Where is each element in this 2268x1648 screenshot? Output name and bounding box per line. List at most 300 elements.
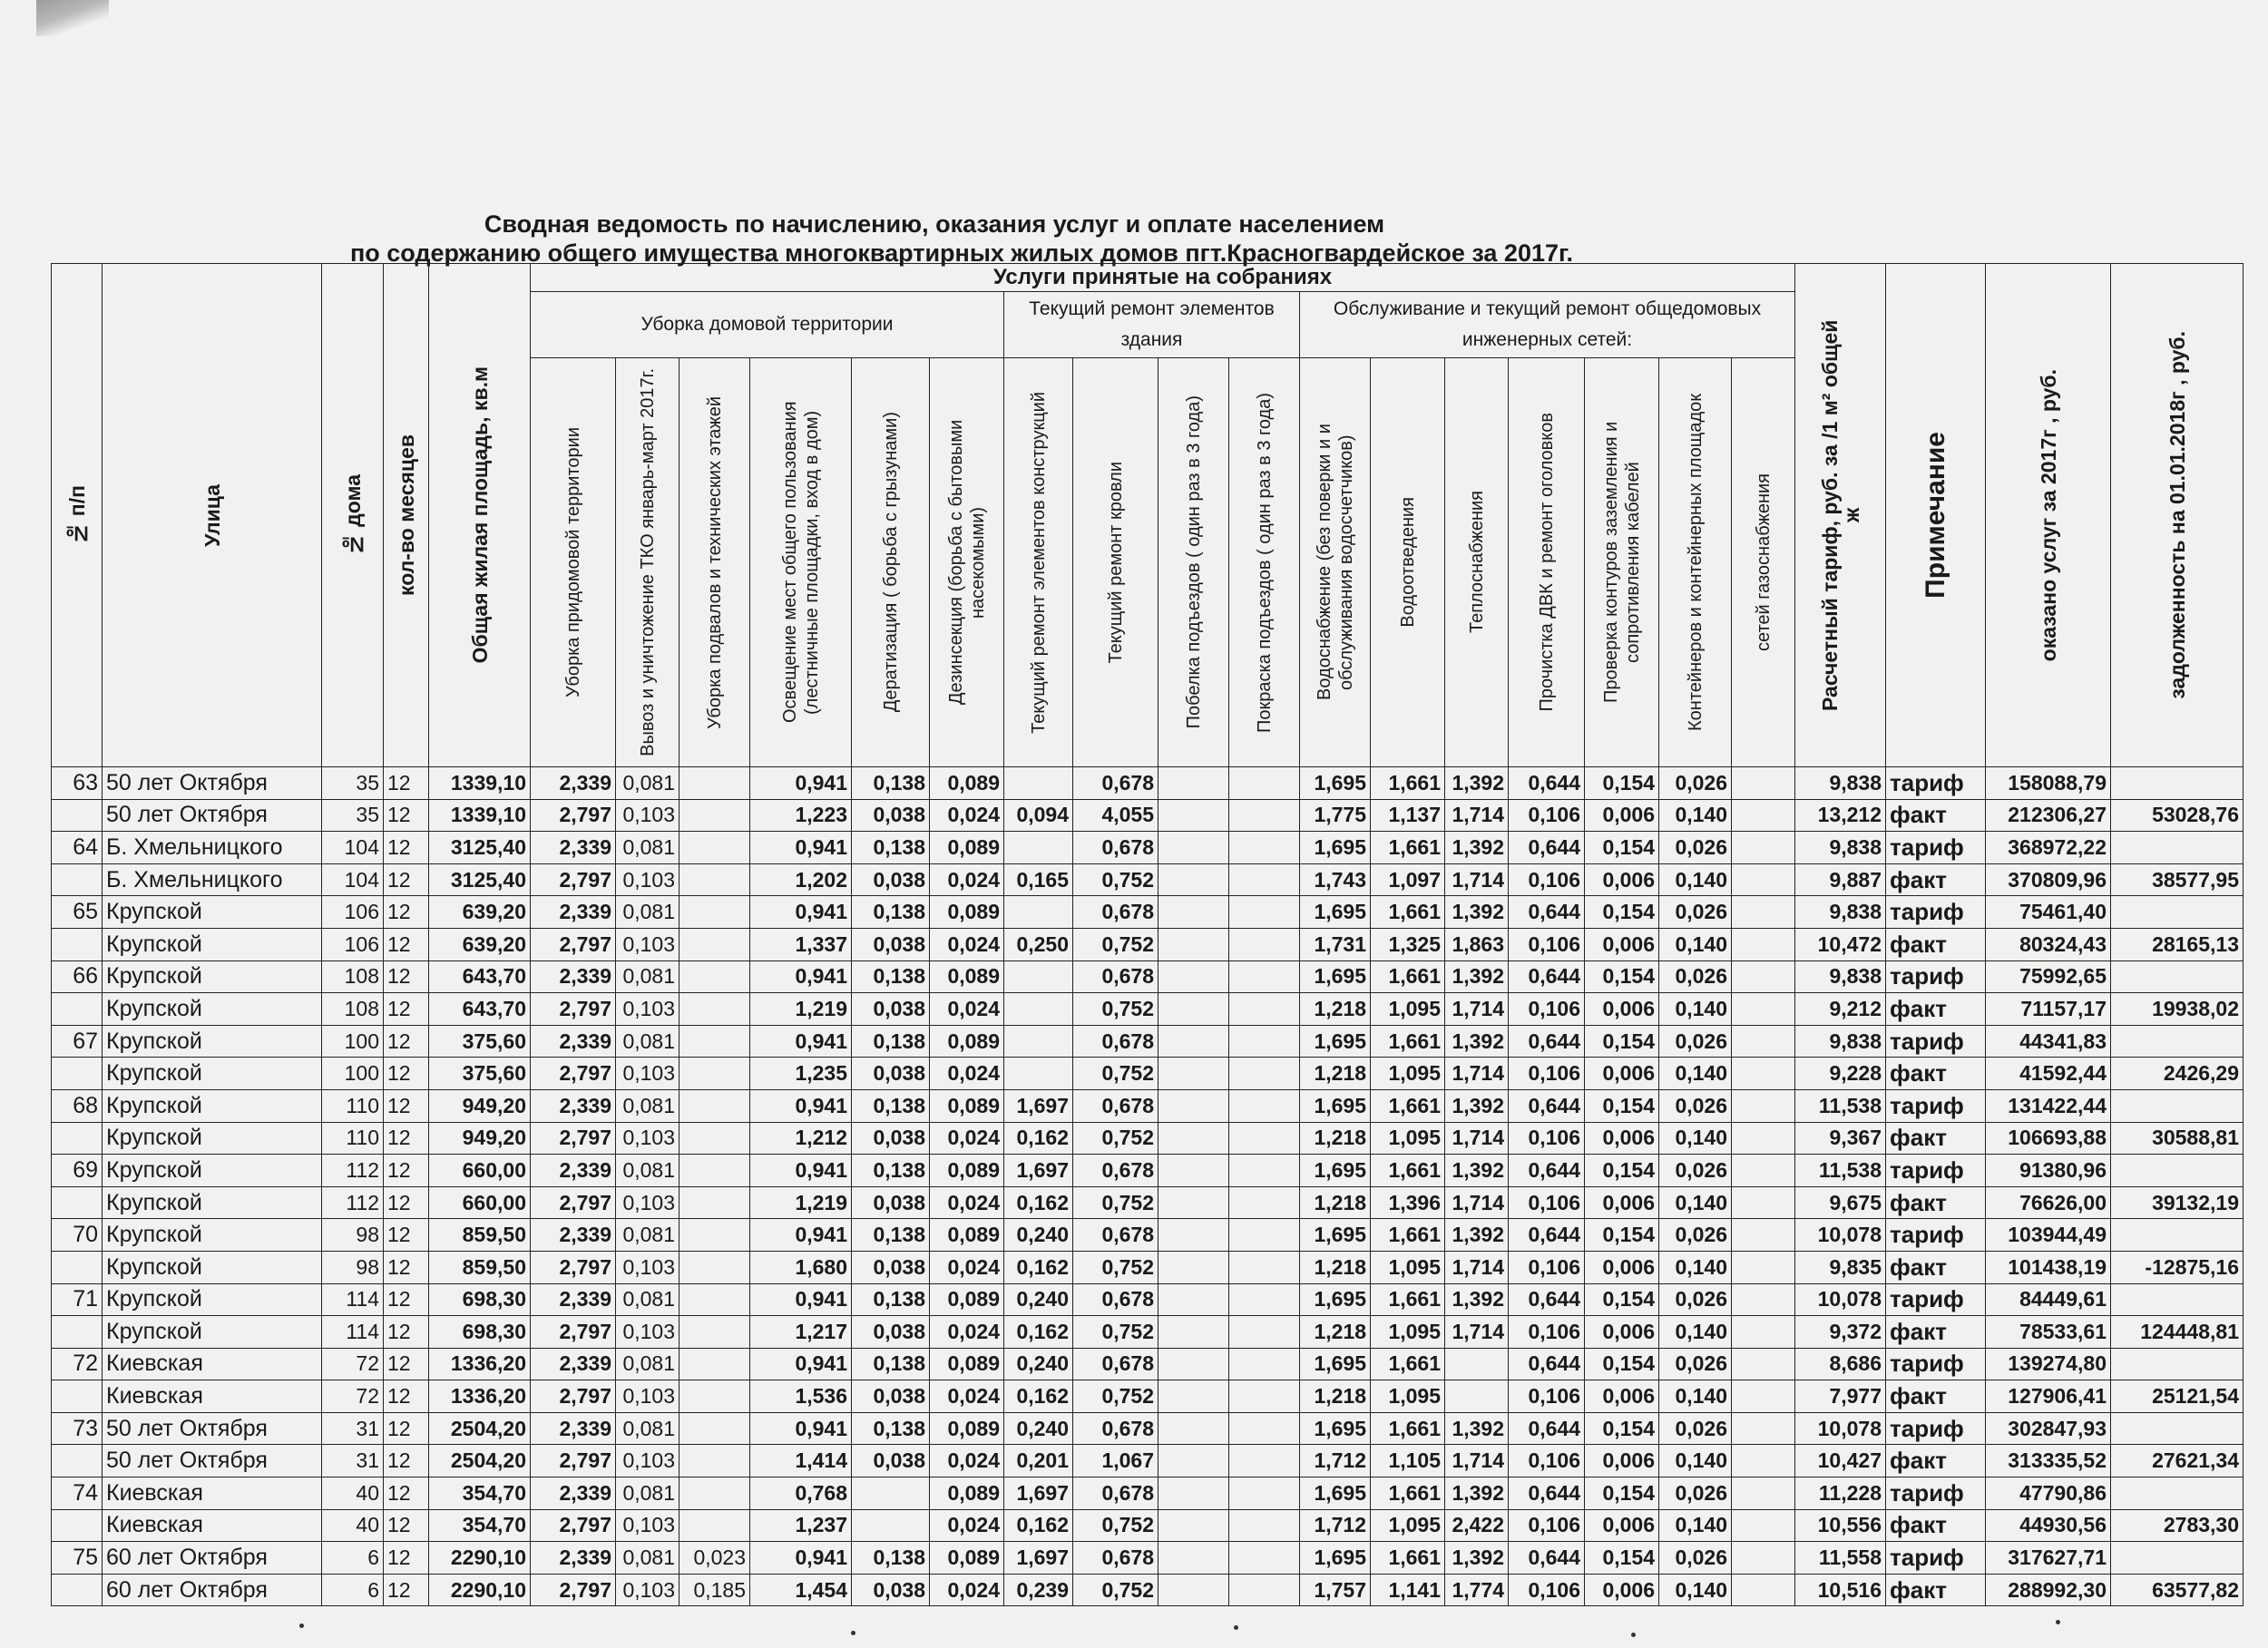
cell-c10 — [1229, 863, 1300, 896]
cell-street: Киевская — [103, 1477, 322, 1510]
cell-c3 — [679, 799, 750, 832]
cell-c2: 0,081 — [616, 1283, 679, 1316]
cell-c4: 1,454 — [750, 1574, 852, 1606]
cell-months: 12 — [384, 993, 429, 1026]
cell-street: Крупской — [103, 993, 322, 1026]
cell-c8: 0,678 — [1073, 1412, 1158, 1445]
cell-provided: 131422,44 — [1986, 1089, 2111, 1122]
cell-c6: 0,089 — [930, 1219, 1004, 1252]
cell-c5: 0,138 — [852, 1412, 930, 1445]
header-c3: Уборка подвалов и технических этажей — [679, 358, 750, 767]
cell-debt: 63577,82 — [2111, 1574, 2244, 1606]
cell-c13: 1,392 — [1445, 832, 1509, 864]
cell-tariff: 7,977 — [1795, 1380, 1886, 1413]
cell-c12: 1,661 — [1371, 1283, 1445, 1316]
cell-c13: 2,422 — [1445, 1509, 1509, 1542]
cell-c15: 0,006 — [1585, 1509, 1659, 1542]
cell-note: факт — [1886, 928, 1986, 961]
table-row — [52, 961, 2244, 993]
cell-house: 98 — [322, 1251, 384, 1283]
cell-debt — [2111, 1477, 2244, 1510]
header-c4: Освещение мест общего пользования (лестничные площадки, вход в дом) — [750, 358, 852, 767]
cell-months: 12 — [384, 1283, 429, 1316]
cell-c1: 2,339 — [531, 832, 616, 864]
cell-c15: 0,006 — [1585, 1316, 1659, 1349]
cell-n — [52, 1445, 103, 1477]
cell-c13: 1,714 — [1445, 863, 1509, 896]
cell-c8: 0,678 — [1073, 896, 1158, 929]
cell-c10 — [1229, 1186, 1300, 1219]
cell-debt: 27621,34 — [2111, 1445, 2244, 1477]
cell-c4: 1,414 — [750, 1445, 852, 1477]
cell-n — [52, 993, 103, 1026]
cell-c8: 0,678 — [1073, 1477, 1158, 1510]
cell-c7: 0,162 — [1004, 1316, 1073, 1349]
cell-c10 — [1229, 1122, 1300, 1155]
cell-c7 — [1004, 832, 1073, 864]
cell-c1: 2,339 — [531, 961, 616, 993]
document-title-line2: по содержанию общего имущества многоквартирных жилых домов пгт.Красногвардейское за 2017г. — [349, 239, 1574, 267]
cell-c1: 2,797 — [531, 928, 616, 961]
cell-c8: 0,752 — [1073, 993, 1158, 1026]
cell-n — [52, 1251, 103, 1283]
table-body — [52, 767, 2244, 1606]
cell-c9 — [1158, 1412, 1229, 1445]
cell-area: 3125,40 — [429, 832, 531, 864]
cell-provided: 302847,93 — [1986, 1412, 2111, 1445]
cell-c3 — [679, 1412, 750, 1445]
cell-c8: 0,752 — [1073, 1122, 1158, 1155]
scan-dot — [1234, 1625, 1238, 1630]
cell-c2: 0,103 — [616, 863, 679, 896]
cell-months: 12 — [384, 1412, 429, 1445]
cell-tariff: 9,367 — [1795, 1122, 1886, 1155]
table-row — [52, 1477, 2244, 1510]
cell-debt — [2111, 1219, 2244, 1252]
cell-c16: 0,026 — [1659, 832, 1732, 864]
cell-c15: 0,154 — [1585, 1219, 1659, 1252]
cell-c15: 0,154 — [1585, 1348, 1659, 1380]
cell-c3 — [679, 1122, 750, 1155]
cell-area: 1336,20 — [429, 1348, 531, 1380]
cell-street: Крупской — [103, 1186, 322, 1219]
cell-c3 — [679, 1186, 750, 1219]
cell-c6: 0,024 — [930, 1380, 1004, 1413]
cell-c9 — [1158, 1058, 1229, 1090]
table-row — [52, 1186, 2244, 1219]
header-c10: Покраска подъездов ( один раз в 3 года) — [1229, 358, 1300, 767]
cell-provided: 44930,56 — [1986, 1509, 2111, 1542]
table-row — [52, 1283, 2244, 1316]
cell-c1: 2,797 — [531, 1122, 616, 1155]
cell-c13: 1,714 — [1445, 799, 1509, 832]
header-num: № п/п — [52, 264, 103, 767]
cell-c1: 2,797 — [531, 1316, 616, 1349]
cell-c9 — [1158, 1283, 1229, 1316]
cell-c11: 1,695 — [1300, 767, 1371, 800]
header-c17: сетей газоснабжения — [1732, 358, 1795, 767]
cell-c10 — [1229, 896, 1300, 929]
cell-n: 74 — [52, 1477, 103, 1510]
cell-c5: 0,038 — [852, 1574, 930, 1606]
cell-c12: 1,095 — [1371, 1251, 1445, 1283]
cell-c11: 1,743 — [1300, 863, 1371, 896]
cell-c8: 0,678 — [1073, 832, 1158, 864]
cell-c6: 0,024 — [930, 799, 1004, 832]
cell-c12: 1,095 — [1371, 1509, 1445, 1542]
cell-n — [52, 1122, 103, 1155]
cell-n: 72 — [52, 1348, 103, 1380]
cell-street: 50 лет Октября — [103, 767, 322, 800]
cell-tariff: 8,686 — [1795, 1348, 1886, 1380]
cell-c3 — [679, 928, 750, 961]
cell-c7: 1,697 — [1004, 1542, 1073, 1575]
cell-c5: 0,138 — [852, 832, 930, 864]
cell-note: тариф — [1886, 1542, 1986, 1575]
cell-note: факт — [1886, 993, 1986, 1026]
cell-c7: 0,162 — [1004, 1122, 1073, 1155]
header-c16: Контейнеров и контейнерных площадок — [1659, 358, 1732, 767]
cell-c6: 0,024 — [930, 1186, 1004, 1219]
cell-c14: 0,644 — [1509, 961, 1585, 993]
cell-c13: 1,774 — [1445, 1574, 1509, 1606]
cell-c6: 0,024 — [930, 1509, 1004, 1542]
cell-c12: 1,661 — [1371, 832, 1445, 864]
cell-street: 60 лет Октября — [103, 1542, 322, 1575]
cell-tariff: 11,538 — [1795, 1155, 1886, 1187]
cell-note: тариф — [1886, 961, 1986, 993]
cell-c3 — [679, 1348, 750, 1380]
cell-c2: 0,103 — [616, 993, 679, 1026]
cell-street: 50 лет Октября — [103, 1412, 322, 1445]
cell-c9 — [1158, 928, 1229, 961]
cell-c12: 1,095 — [1371, 1316, 1445, 1349]
table-row — [52, 993, 2244, 1026]
cell-c3 — [679, 1283, 750, 1316]
cell-house: 6 — [322, 1574, 384, 1606]
cell-c16: 0,026 — [1659, 896, 1732, 929]
header-area: Общая жилая площадь, кв.м — [429, 264, 531, 767]
cell-c16: 0,026 — [1659, 1283, 1732, 1316]
cell-area: 660,00 — [429, 1186, 531, 1219]
cell-c14: 0,106 — [1509, 1186, 1585, 1219]
cell-c8: 0,752 — [1073, 928, 1158, 961]
cell-c1: 2,339 — [531, 1542, 616, 1575]
cell-c16: 0,140 — [1659, 1509, 1732, 1542]
cell-note: факт — [1886, 799, 1986, 832]
cell-area: 949,20 — [429, 1122, 531, 1155]
cell-area: 375,60 — [429, 1025, 531, 1058]
cell-c14: 0,644 — [1509, 896, 1585, 929]
table-row — [52, 1122, 2244, 1155]
cell-c2: 0,081 — [616, 1219, 679, 1252]
cell-c1: 2,797 — [531, 1251, 616, 1283]
cell-provided: 313335,52 — [1986, 1445, 2111, 1477]
cell-c14: 0,106 — [1509, 863, 1585, 896]
cell-months: 12 — [384, 1509, 429, 1542]
cell-c8: 0,678 — [1073, 1542, 1158, 1575]
cell-tariff: 10,472 — [1795, 928, 1886, 961]
cell-tariff: 9,838 — [1795, 767, 1886, 800]
cell-c8: 0,752 — [1073, 1509, 1158, 1542]
cell-area: 643,70 — [429, 993, 531, 1026]
cell-c8: 0,678 — [1073, 1025, 1158, 1058]
cell-street: Киевская — [103, 1348, 322, 1380]
header-tariff: Расчетный тариф, руб. за /1 м² общей ж — [1795, 264, 1886, 767]
cell-c11: 1,695 — [1300, 896, 1371, 929]
cell-c5: 0,138 — [852, 896, 930, 929]
cell-months: 12 — [384, 1122, 429, 1155]
cell-c4: 0,941 — [750, 767, 852, 800]
cell-n: 64 — [52, 832, 103, 864]
cell-c6: 0,089 — [930, 1025, 1004, 1058]
cell-c4: 0,941 — [750, 1219, 852, 1252]
cell-c13 — [1445, 1380, 1509, 1413]
cell-c13: 1,392 — [1445, 1219, 1509, 1252]
cell-c6: 0,089 — [930, 1412, 1004, 1445]
cell-note: факт — [1886, 1574, 1986, 1606]
cell-area: 859,50 — [429, 1251, 531, 1283]
cell-house: 35 — [322, 799, 384, 832]
cell-c4: 0,941 — [750, 1412, 852, 1445]
cell-c14: 0,644 — [1509, 1412, 1585, 1445]
cell-n: 69 — [52, 1155, 103, 1187]
cell-c15: 0,006 — [1585, 1251, 1659, 1283]
cell-c7: 0,162 — [1004, 1380, 1073, 1413]
cell-c12: 1,661 — [1371, 1025, 1445, 1058]
cell-debt: 38577,95 — [2111, 863, 2244, 896]
cell-note: факт — [1886, 1251, 1986, 1283]
cell-c13: 1,392 — [1445, 1089, 1509, 1122]
cell-c11: 1,695 — [1300, 1283, 1371, 1316]
cell-c9 — [1158, 799, 1229, 832]
cell-c2: 0,103 — [616, 1186, 679, 1219]
cell-debt — [2111, 896, 2244, 929]
cell-c13: 1,392 — [1445, 1025, 1509, 1058]
cell-provided: 78533,61 — [1986, 1316, 2111, 1349]
cell-debt — [2111, 1025, 2244, 1058]
cell-c5: 0,038 — [852, 863, 930, 896]
scan-dot — [1631, 1633, 1636, 1637]
cell-c6: 0,089 — [930, 1155, 1004, 1187]
cell-c8: 0,752 — [1073, 863, 1158, 896]
cell-tariff: 9,212 — [1795, 993, 1886, 1026]
cell-c2: 0,081 — [616, 1477, 679, 1510]
cell-c6: 0,089 — [930, 961, 1004, 993]
cell-c1: 2,797 — [531, 799, 616, 832]
cell-n — [52, 1058, 103, 1090]
cell-c14: 0,106 — [1509, 928, 1585, 961]
cell-c15: 0,154 — [1585, 1155, 1659, 1187]
cell-c7: 0,240 — [1004, 1348, 1073, 1380]
cell-c5: 0,138 — [852, 1025, 930, 1058]
cell-c12: 1,661 — [1371, 1348, 1445, 1380]
cell-months: 12 — [384, 863, 429, 896]
cell-months: 12 — [384, 1155, 429, 1187]
cell-c16: 0,026 — [1659, 767, 1732, 800]
cell-c17 — [1732, 1058, 1795, 1090]
cell-c16: 0,140 — [1659, 863, 1732, 896]
table-row — [52, 1219, 2244, 1252]
cell-c8: 0,752 — [1073, 1251, 1158, 1283]
cell-c4: 0,941 — [750, 1283, 852, 1316]
cell-c15: 0,154 — [1585, 767, 1659, 800]
cell-c2: 0,081 — [616, 1348, 679, 1380]
cell-months: 12 — [384, 1445, 429, 1477]
cell-c7 — [1004, 961, 1073, 993]
cell-provided: 91380,96 — [1986, 1155, 2111, 1187]
cell-street: 50 лет Октября — [103, 799, 322, 832]
cell-c10 — [1229, 1380, 1300, 1413]
cell-c11: 1,695 — [1300, 1412, 1371, 1445]
cell-house: 35 — [322, 767, 384, 800]
cell-note: факт — [1886, 1186, 1986, 1219]
cell-house: 72 — [322, 1348, 384, 1380]
cell-c1: 2,339 — [531, 767, 616, 800]
cell-c16: 0,140 — [1659, 1445, 1732, 1477]
cell-c16: 0,026 — [1659, 1155, 1732, 1187]
cell-c8: 0,678 — [1073, 1089, 1158, 1122]
cell-area: 639,20 — [429, 896, 531, 929]
cell-c17 — [1732, 1412, 1795, 1445]
cell-months: 12 — [384, 799, 429, 832]
header-provided: оказано услуг за 2017г , руб. — [1986, 264, 2111, 767]
cell-provided: 139274,80 — [1986, 1348, 2111, 1380]
cell-c11: 1,695 — [1300, 1219, 1371, 1252]
header-note: Примечание — [1886, 264, 1986, 767]
cell-c10 — [1229, 1348, 1300, 1380]
cell-c9 — [1158, 1089, 1229, 1122]
cell-c6: 0,089 — [930, 767, 1004, 800]
cell-c14: 0,644 — [1509, 767, 1585, 800]
cell-c17 — [1732, 1348, 1795, 1380]
cell-c11: 1,757 — [1300, 1574, 1371, 1606]
cell-house: 110 — [322, 1122, 384, 1155]
cell-provided: 106693,88 — [1986, 1122, 2111, 1155]
cell-c8: 0,752 — [1073, 1316, 1158, 1349]
cell-c11: 1,695 — [1300, 1348, 1371, 1380]
cell-n — [52, 799, 103, 832]
cell-area: 1339,10 — [429, 799, 531, 832]
cell-street: 50 лет Октября — [103, 1445, 322, 1477]
cell-note: факт — [1886, 1380, 1986, 1413]
cell-c3 — [679, 1316, 750, 1349]
cell-debt: 39132,19 — [2111, 1186, 2244, 1219]
cell-provided: 317627,71 — [1986, 1542, 2111, 1575]
cell-c7 — [1004, 767, 1073, 800]
header-group-networks: Обслуживание и текущий ремонт общедомовых инженерных сетей: — [1300, 292, 1795, 358]
cell-c14: 0,106 — [1509, 1509, 1585, 1542]
cell-house: 40 — [322, 1509, 384, 1542]
cell-street: Киевская — [103, 1509, 322, 1542]
cell-c6: 0,024 — [930, 1058, 1004, 1090]
cell-c8: 4,055 — [1073, 799, 1158, 832]
cell-c15: 0,006 — [1585, 1445, 1659, 1477]
cell-house: 6 — [322, 1542, 384, 1575]
cell-c15: 0,154 — [1585, 832, 1659, 864]
cell-c1: 2,339 — [531, 1025, 616, 1058]
cell-provided: 80324,43 — [1986, 928, 2111, 961]
cell-c17 — [1732, 1542, 1795, 1575]
cell-c15: 0,006 — [1585, 863, 1659, 896]
cell-c1: 2,339 — [531, 1412, 616, 1445]
cell-n — [52, 1380, 103, 1413]
cell-months: 12 — [384, 1574, 429, 1606]
cell-c13: 1,714 — [1445, 1122, 1509, 1155]
cell-tariff: 10,078 — [1795, 1219, 1886, 1252]
cell-months: 12 — [384, 1186, 429, 1219]
cell-c12: 1,097 — [1371, 863, 1445, 896]
cell-provided: 76626,00 — [1986, 1186, 2111, 1219]
cell-debt: 124448,81 — [2111, 1316, 2244, 1349]
cell-note: тариф — [1886, 1219, 1986, 1252]
cell-c9 — [1158, 767, 1229, 800]
cell-c14: 0,644 — [1509, 1219, 1585, 1252]
cell-c1: 2,797 — [531, 1574, 616, 1606]
cell-c7: 0,239 — [1004, 1574, 1073, 1606]
cell-c6: 0,024 — [930, 1574, 1004, 1606]
cell-c6: 0,089 — [930, 1477, 1004, 1510]
cell-c8: 0,752 — [1073, 1380, 1158, 1413]
cell-c2: 0,081 — [616, 832, 679, 864]
cell-house: 112 — [322, 1155, 384, 1187]
cell-c11: 1,218 — [1300, 1058, 1371, 1090]
cell-c15: 0,154 — [1585, 1089, 1659, 1122]
cell-c13: 1,392 — [1445, 896, 1509, 929]
cell-c11: 1,218 — [1300, 1380, 1371, 1413]
cell-debt — [2111, 767, 2244, 800]
cell-tariff: 10,078 — [1795, 1412, 1886, 1445]
cell-c4: 0,941 — [750, 1089, 852, 1122]
cell-c14: 0,644 — [1509, 1477, 1585, 1510]
cell-c9 — [1158, 1477, 1229, 1510]
cell-street: Киевская — [103, 1380, 322, 1413]
cell-n — [52, 928, 103, 961]
cell-c15: 0,154 — [1585, 961, 1659, 993]
cell-tariff: 11,558 — [1795, 1542, 1886, 1575]
cell-c8: 0,678 — [1073, 961, 1158, 993]
cell-c8: 0,678 — [1073, 1283, 1158, 1316]
header-c5: Дератизация ( борьба с грызунами) — [852, 358, 930, 767]
cell-c12: 1,661 — [1371, 1542, 1445, 1575]
cell-c17 — [1732, 1089, 1795, 1122]
cell-house: 112 — [322, 1186, 384, 1219]
cell-c13: 1,392 — [1445, 1283, 1509, 1316]
cell-c11: 1,218 — [1300, 1316, 1371, 1349]
cell-house: 100 — [322, 1025, 384, 1058]
cell-c17 — [1732, 1509, 1795, 1542]
cell-c3: 0,023 — [679, 1542, 750, 1575]
table-row — [52, 767, 2244, 800]
cell-n: 71 — [52, 1283, 103, 1316]
cell-c4: 0,941 — [750, 896, 852, 929]
cell-c17 — [1732, 1477, 1795, 1510]
cell-n: 66 — [52, 961, 103, 993]
cell-c10 — [1229, 799, 1300, 832]
cell-c5: 0,038 — [852, 1316, 930, 1349]
cell-street: Крупской — [103, 1316, 322, 1349]
cell-c5: 0,038 — [852, 1186, 930, 1219]
cell-c5 — [852, 1509, 930, 1542]
cell-note: тариф — [1886, 832, 1986, 864]
cell-house: 110 — [322, 1089, 384, 1122]
cell-c17 — [1732, 1251, 1795, 1283]
cell-c1: 2,339 — [531, 1219, 616, 1252]
cell-street: 60 лет Октября — [103, 1574, 322, 1606]
cell-months: 12 — [384, 928, 429, 961]
cell-c2: 0,103 — [616, 1316, 679, 1349]
cell-area: 639,20 — [429, 928, 531, 961]
